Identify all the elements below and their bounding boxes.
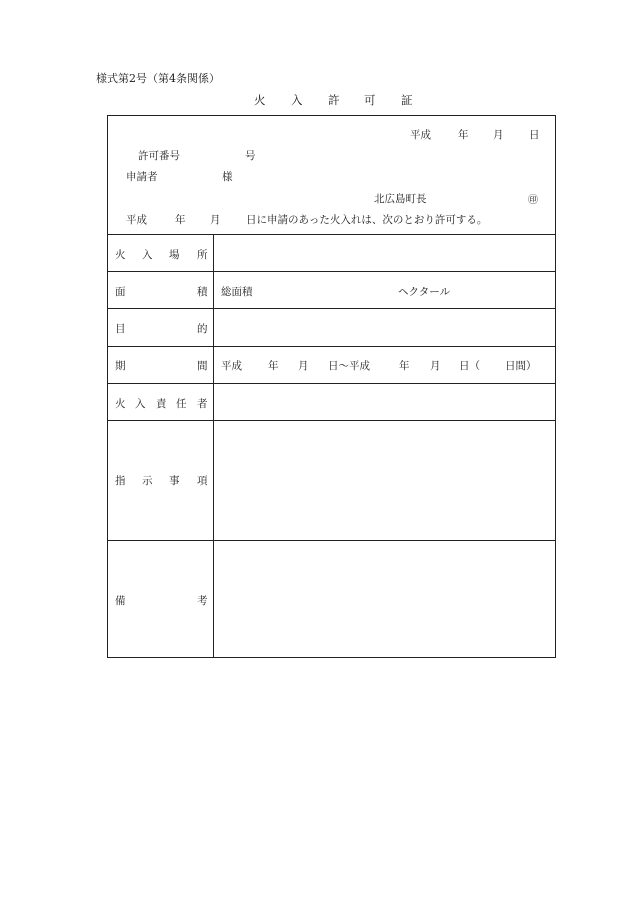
- date-year-label: 年: [458, 129, 469, 141]
- row-divider: [108, 383, 555, 384]
- issuer-name: 北広島町長: [374, 193, 427, 205]
- period-end-day: 日（: [459, 360, 480, 372]
- label-person-in-charge: [115, 396, 207, 410]
- statement-month: 月: [210, 214, 221, 226]
- applicant-suffix: 様: [222, 171, 233, 183]
- label-char: 者: [197, 398, 208, 410]
- form-reference: 様式第2号（第4条関係）: [96, 72, 220, 85]
- label-char: 間: [197, 360, 208, 372]
- label-char: 的: [197, 323, 208, 335]
- applicant-label: 申請者: [126, 171, 158, 183]
- label-char: 所: [197, 249, 208, 261]
- row-divider: [108, 346, 555, 347]
- row-divider: [108, 308, 555, 309]
- label-char: 火: [115, 398, 126, 410]
- period-end-month: 月: [430, 360, 441, 372]
- period-start-era: 平成: [221, 360, 242, 372]
- date-era: 平成: [410, 129, 431, 141]
- label-char: 入: [142, 249, 153, 261]
- statement-text: 日に申請のあった火入れは、次のとおり許可する。: [246, 214, 488, 226]
- period-start-month: 月: [298, 360, 309, 372]
- label-remarks: [115, 593, 207, 607]
- title-char: 証: [401, 93, 413, 107]
- column-divider: [213, 234, 214, 658]
- label-purpose: [115, 321, 207, 335]
- row-divider: [108, 271, 555, 272]
- label-char: 期: [115, 360, 126, 372]
- label-char: 積: [197, 286, 208, 298]
- statement-year: 年: [175, 214, 186, 226]
- statement-era: 平成: [126, 214, 147, 226]
- label-char: 指: [115, 475, 126, 487]
- label-char: 備: [115, 595, 126, 607]
- label-char: 責: [156, 398, 167, 410]
- label-area: [115, 284, 207, 298]
- period-start-year: 年: [268, 360, 279, 372]
- period-days: 日間）: [505, 360, 537, 372]
- permit-form-table: [107, 115, 556, 658]
- period-end-year: 年: [399, 360, 410, 372]
- label-char: 事: [169, 475, 180, 487]
- title-char: 火: [254, 93, 266, 107]
- permit-number-suffix: 号: [245, 150, 256, 162]
- permit-number-label: 許可番号: [138, 150, 180, 162]
- row-divider: [108, 234, 555, 235]
- label-instructions: [115, 473, 207, 487]
- date-day-label: 日: [529, 129, 540, 141]
- title-char: 許: [328, 93, 340, 107]
- label-char: 面: [115, 286, 126, 298]
- row-divider: [108, 420, 555, 421]
- label-char: 火: [115, 249, 126, 261]
- label-char: 項: [197, 475, 208, 487]
- seal-mark: ㊞: [528, 195, 538, 206]
- hectare-unit: ヘクタール: [398, 286, 451, 298]
- label-char: 考: [197, 595, 208, 607]
- title-char: 可: [364, 93, 376, 107]
- label-period: [115, 358, 207, 372]
- label-fire-location: [115, 247, 207, 261]
- period-end-era: 日～平成: [328, 360, 370, 372]
- total-area-label: 総面積: [221, 286, 253, 298]
- label-char: 場: [169, 249, 180, 261]
- title-char: 入: [291, 93, 303, 107]
- date-month-label: 月: [493, 129, 504, 141]
- label-char: 目: [115, 323, 126, 335]
- label-char: 入: [135, 398, 146, 410]
- label-char: 示: [142, 475, 153, 487]
- row-divider: [108, 540, 555, 541]
- label-char: 任: [176, 398, 187, 410]
